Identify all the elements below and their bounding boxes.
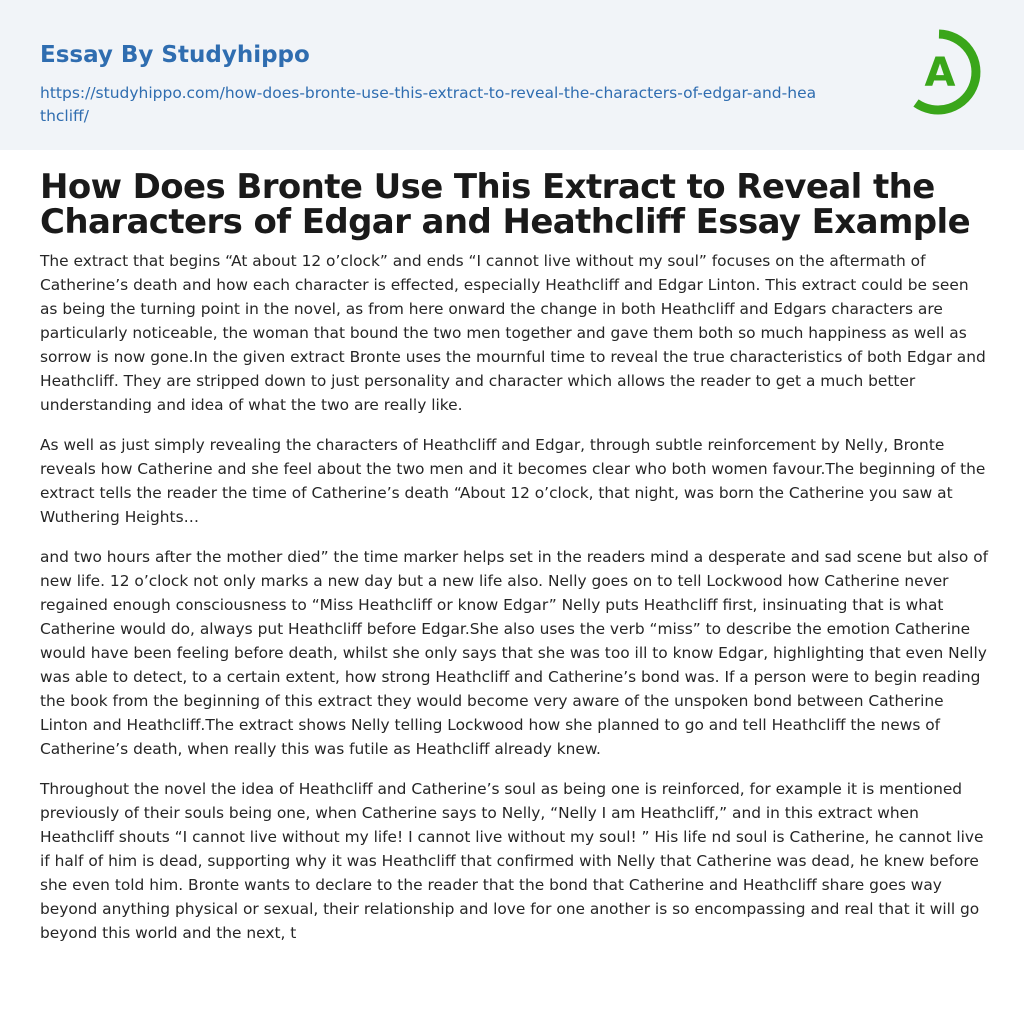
source-url-link[interactable]: https://studyhippo.com/how-does-bronte-use-this-extract-to-reveal-the-characters-of-edgar-and-heathcliff/	[40, 84, 817, 125]
site-name[interactable]: Essay By Studyhippo	[40, 42, 310, 68]
essay-paragraph: As well as just simply revealing the characters of Heathcliff and Edgar, through subtle reinforcement by Nelly, Bronte reveals how Catherine and she feel about the two men and it becomes clear who both women favour.The beginning of the extract tells the reader the time of Catherine’s death “About 12 o’clock, that night, was born the Catherine you saw at Wuthering Heights…	[40, 436, 986, 526]
essay-body	[40, 249, 990, 961]
logo-icon	[904, 24, 994, 120]
logo-letter: A	[924, 50, 956, 96]
essay-paragraph: and two hours after the mother died” the time marker helps set in the readers mind a desperate and sad scene but also of new life. 12 o’clock not only marks a new day but a new life also. Nelly goes on to tell Lockwood how Catherine never regained enough consciousness to “Miss Heathcliff or know Edgar” Nelly puts Heathcliff first, insinuating that is what Catherine would do, always put Heathcliff before Edgar.She also uses the verb “miss” to describe the emotion Catherine would have been feeling before death, whilst she only says that she was too ill to know Edgar, highlighting that even Nelly was able to detect, to a certain extent, how strong Heathcliff and Catherine’s bond was. If a person were to begin reading the book from the beginning of this extract they would become very aware of the unspoken bond between Catherine Linton and Heathcliff.The extract shows Nelly telling Lockwood how she planned to go and tell Heathcliff the news of Catherine’s death, when really this was futile as Heathcliff already knew.	[40, 548, 989, 758]
essay-paragraph: Throughout the novel the idea of Heathcliff and Catherine’s soul as being one is reinforced, for example it is mentioned previously of their souls being one, when Catherine says to Nelly, “Nelly I am Heathcliff,” and in this extract when Heathcliff shouts “I cannot live without my life! I cannot live without my soul! ” His life nd soul is Catherine, he cannot live if half of him is dead, supporting why it was Heathcliff that confirmed with Nelly that Catherine was dead, he knew before she even told him. Bronte wants to declare to the reader that the bond that Catherine and Heathcliff share goes way beyond anything physical or sexual, their relationship and love for one another is so encompassing and real that it will go beyond this world and the next, t	[40, 780, 984, 942]
page-title: How Does Bronte Use This Extract to Reveal the Characters of Edgar and Heathcliff Essay Example	[40, 167, 971, 242]
studyhippo-logo[interactable]	[904, 24, 994, 120]
page-header	[0, 0, 1024, 150]
essay-paragraph: The extract that begins “At about 12 o’clock” and ends “I cannot live without my soul” focuses on the aftermath of Catherine’s death and how each character is effected, especially Heathcliff and Edgar Linton. This extract could be seen as being the turning point in the novel, as from here onward the change in both Heathcliff and Edgars characters are particularly noticeable, the woman that bound the two men together and gave them both so much happiness as well as sorrow is now gone.In the given extract Bronte uses the mournful time to reveal the true characteristics of both Edgar and Heathcliff. They are stripped down to just personality and character which allows the reader to get a much better understanding and idea of what the two are really like.	[40, 252, 986, 414]
